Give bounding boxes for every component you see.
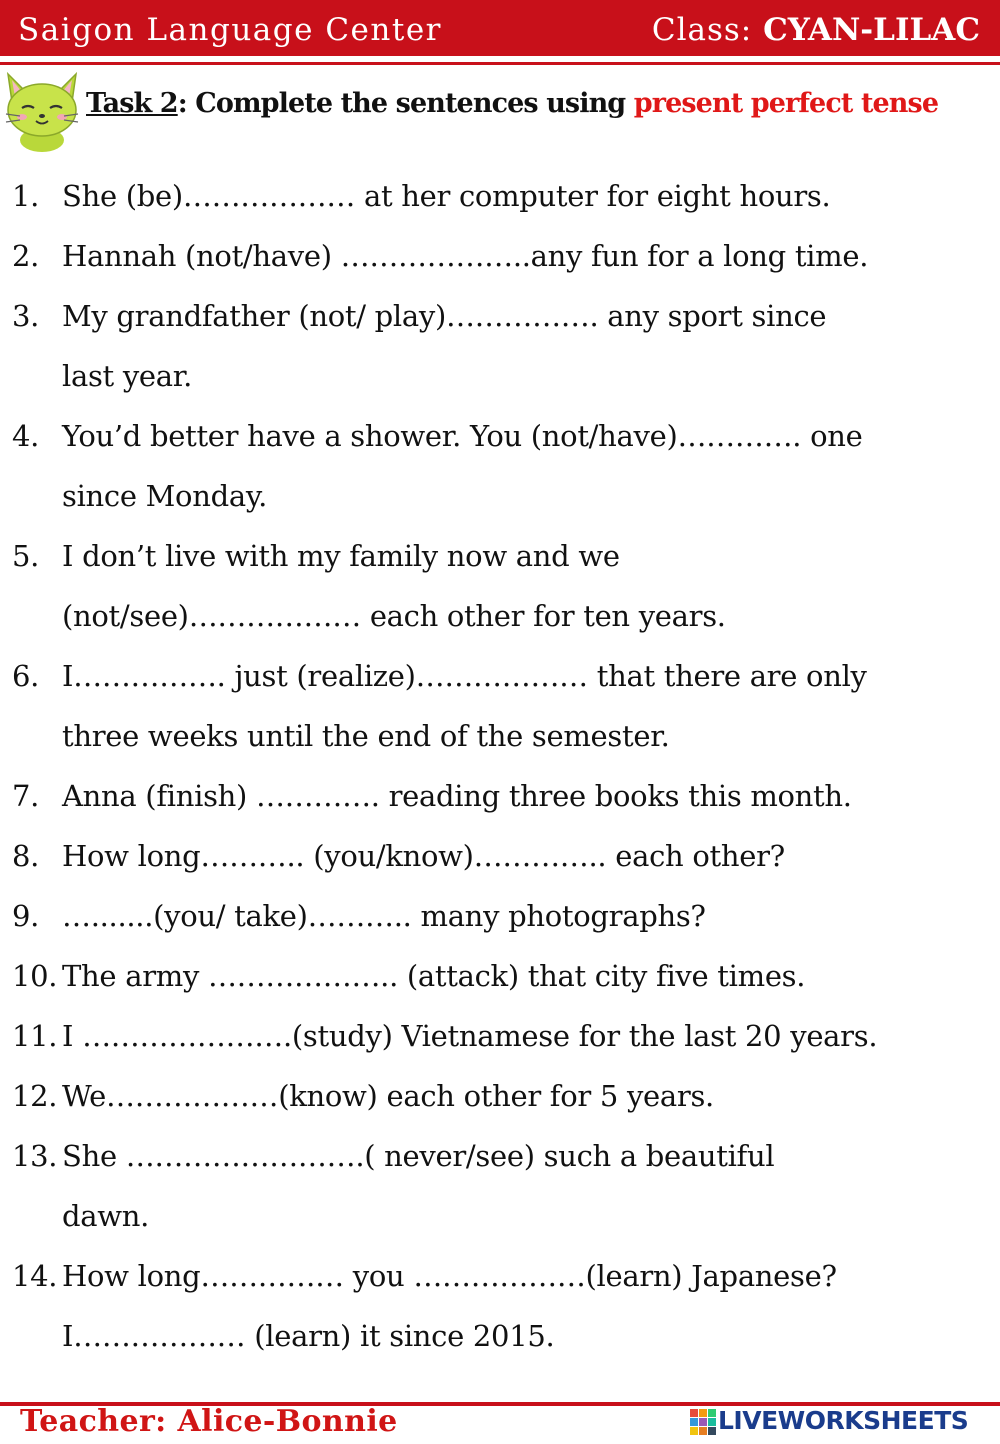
exercise-item — [12, 646, 1000, 766]
teacher-name: Teacher: Alice-Bonnie — [20, 1404, 398, 1439]
exercise-item — [12, 946, 1000, 1006]
class-label: Class: — [651, 12, 753, 48]
item-number: 1. — [12, 179, 40, 213]
item-text-line: since Monday. — [62, 479, 267, 513]
task-instruction: : Complete the sentences using — [177, 88, 634, 119]
item-text-line: I don’t live with my family now and we — [62, 539, 620, 573]
task-accent: present perfect tense — [633, 88, 939, 119]
item-text-line: You’d better have a shower. You (not/have)…………. one — [62, 419, 863, 453]
exercise-item — [12, 1066, 1000, 1126]
item-text-line: I ………………….(study) Vietnamese for the last 20 years. — [62, 1019, 878, 1053]
exercise-item — [12, 526, 1000, 646]
item-number: 14. — [12, 1259, 58, 1293]
class-value: CYAN-LILAC — [763, 12, 980, 48]
exercise-item — [12, 1006, 1000, 1066]
item-text-line: We………………(know) each other for 5 years. — [62, 1079, 714, 1113]
cat-face-icon — [2, 70, 82, 152]
item-text-line: last year. — [62, 359, 193, 393]
exercise-item — [12, 766, 1000, 826]
exercise-item — [12, 1126, 1000, 1246]
item-number: 3. — [12, 299, 40, 333]
exercise-item — [12, 166, 1000, 226]
logo-text: LIVEWORKSHEETS — [718, 1406, 969, 1435]
header-divider — [0, 62, 1000, 65]
item-text-line: The army ……………….. (attack) that city five times. — [62, 959, 806, 993]
item-text-line: (not/see)……………… each other for ten years. — [62, 599, 726, 633]
exercise-item — [12, 826, 1000, 886]
liveworksheets-logo — [690, 1406, 990, 1440]
exercise-item — [12, 406, 1000, 526]
item-number: 10. — [12, 959, 58, 993]
item-number: 13. — [12, 1139, 58, 1173]
item-text-line: Hannah (not/have) ………………..any fun for a long time. — [62, 239, 869, 273]
exercise-item — [12, 226, 1000, 286]
item-number: 8. — [12, 839, 40, 873]
class-info — [652, 12, 980, 48]
item-number: 9. — [12, 899, 40, 933]
item-text-line: dawn. — [62, 1199, 150, 1233]
task-title — [86, 88, 938, 119]
item-text-line: My grandfather (not/ play)……………. any sport since — [62, 299, 827, 333]
item-text-line: three weeks until the end of the semester. — [62, 719, 670, 753]
item-text-line: ….......(you/ take)……….. many photographs? — [62, 899, 706, 933]
item-text-line: How long……….. (you/know)………….. each other? — [62, 839, 785, 873]
exercise-item — [12, 1246, 1000, 1366]
item-text-line: She (be)……………… at her computer for eight hours. — [62, 179, 831, 213]
item-number: 11. — [12, 1019, 58, 1053]
task-label: Task 2 — [86, 88, 178, 119]
item-text-line: Anna (finish) …………. reading three books this month. — [62, 779, 852, 813]
item-number: 6. — [12, 659, 40, 693]
exercise-item — [12, 886, 1000, 946]
exercise-list — [12, 166, 1000, 1366]
item-number: 2. — [12, 239, 40, 273]
item-number: 4. — [12, 419, 40, 453]
item-number: 5. — [12, 539, 40, 573]
header-bar — [0, 0, 1000, 56]
center-name: Saigon Language Center — [18, 12, 442, 48]
exercise-item — [12, 286, 1000, 406]
item-text-line: I……………. just (realize)……………… that there are only — [62, 659, 867, 693]
item-number: 7. — [12, 779, 40, 813]
item-text-line: I……………… (learn) it since 2015. — [62, 1319, 555, 1353]
liveworksheets-grid-icon — [690, 1409, 716, 1435]
item-text-line: She …………………….( never/see) such a beautiful — [62, 1139, 775, 1173]
item-text-line: How long…………… you ………………(learn) Japanese? — [62, 1259, 837, 1293]
item-number: 12. — [12, 1079, 58, 1113]
